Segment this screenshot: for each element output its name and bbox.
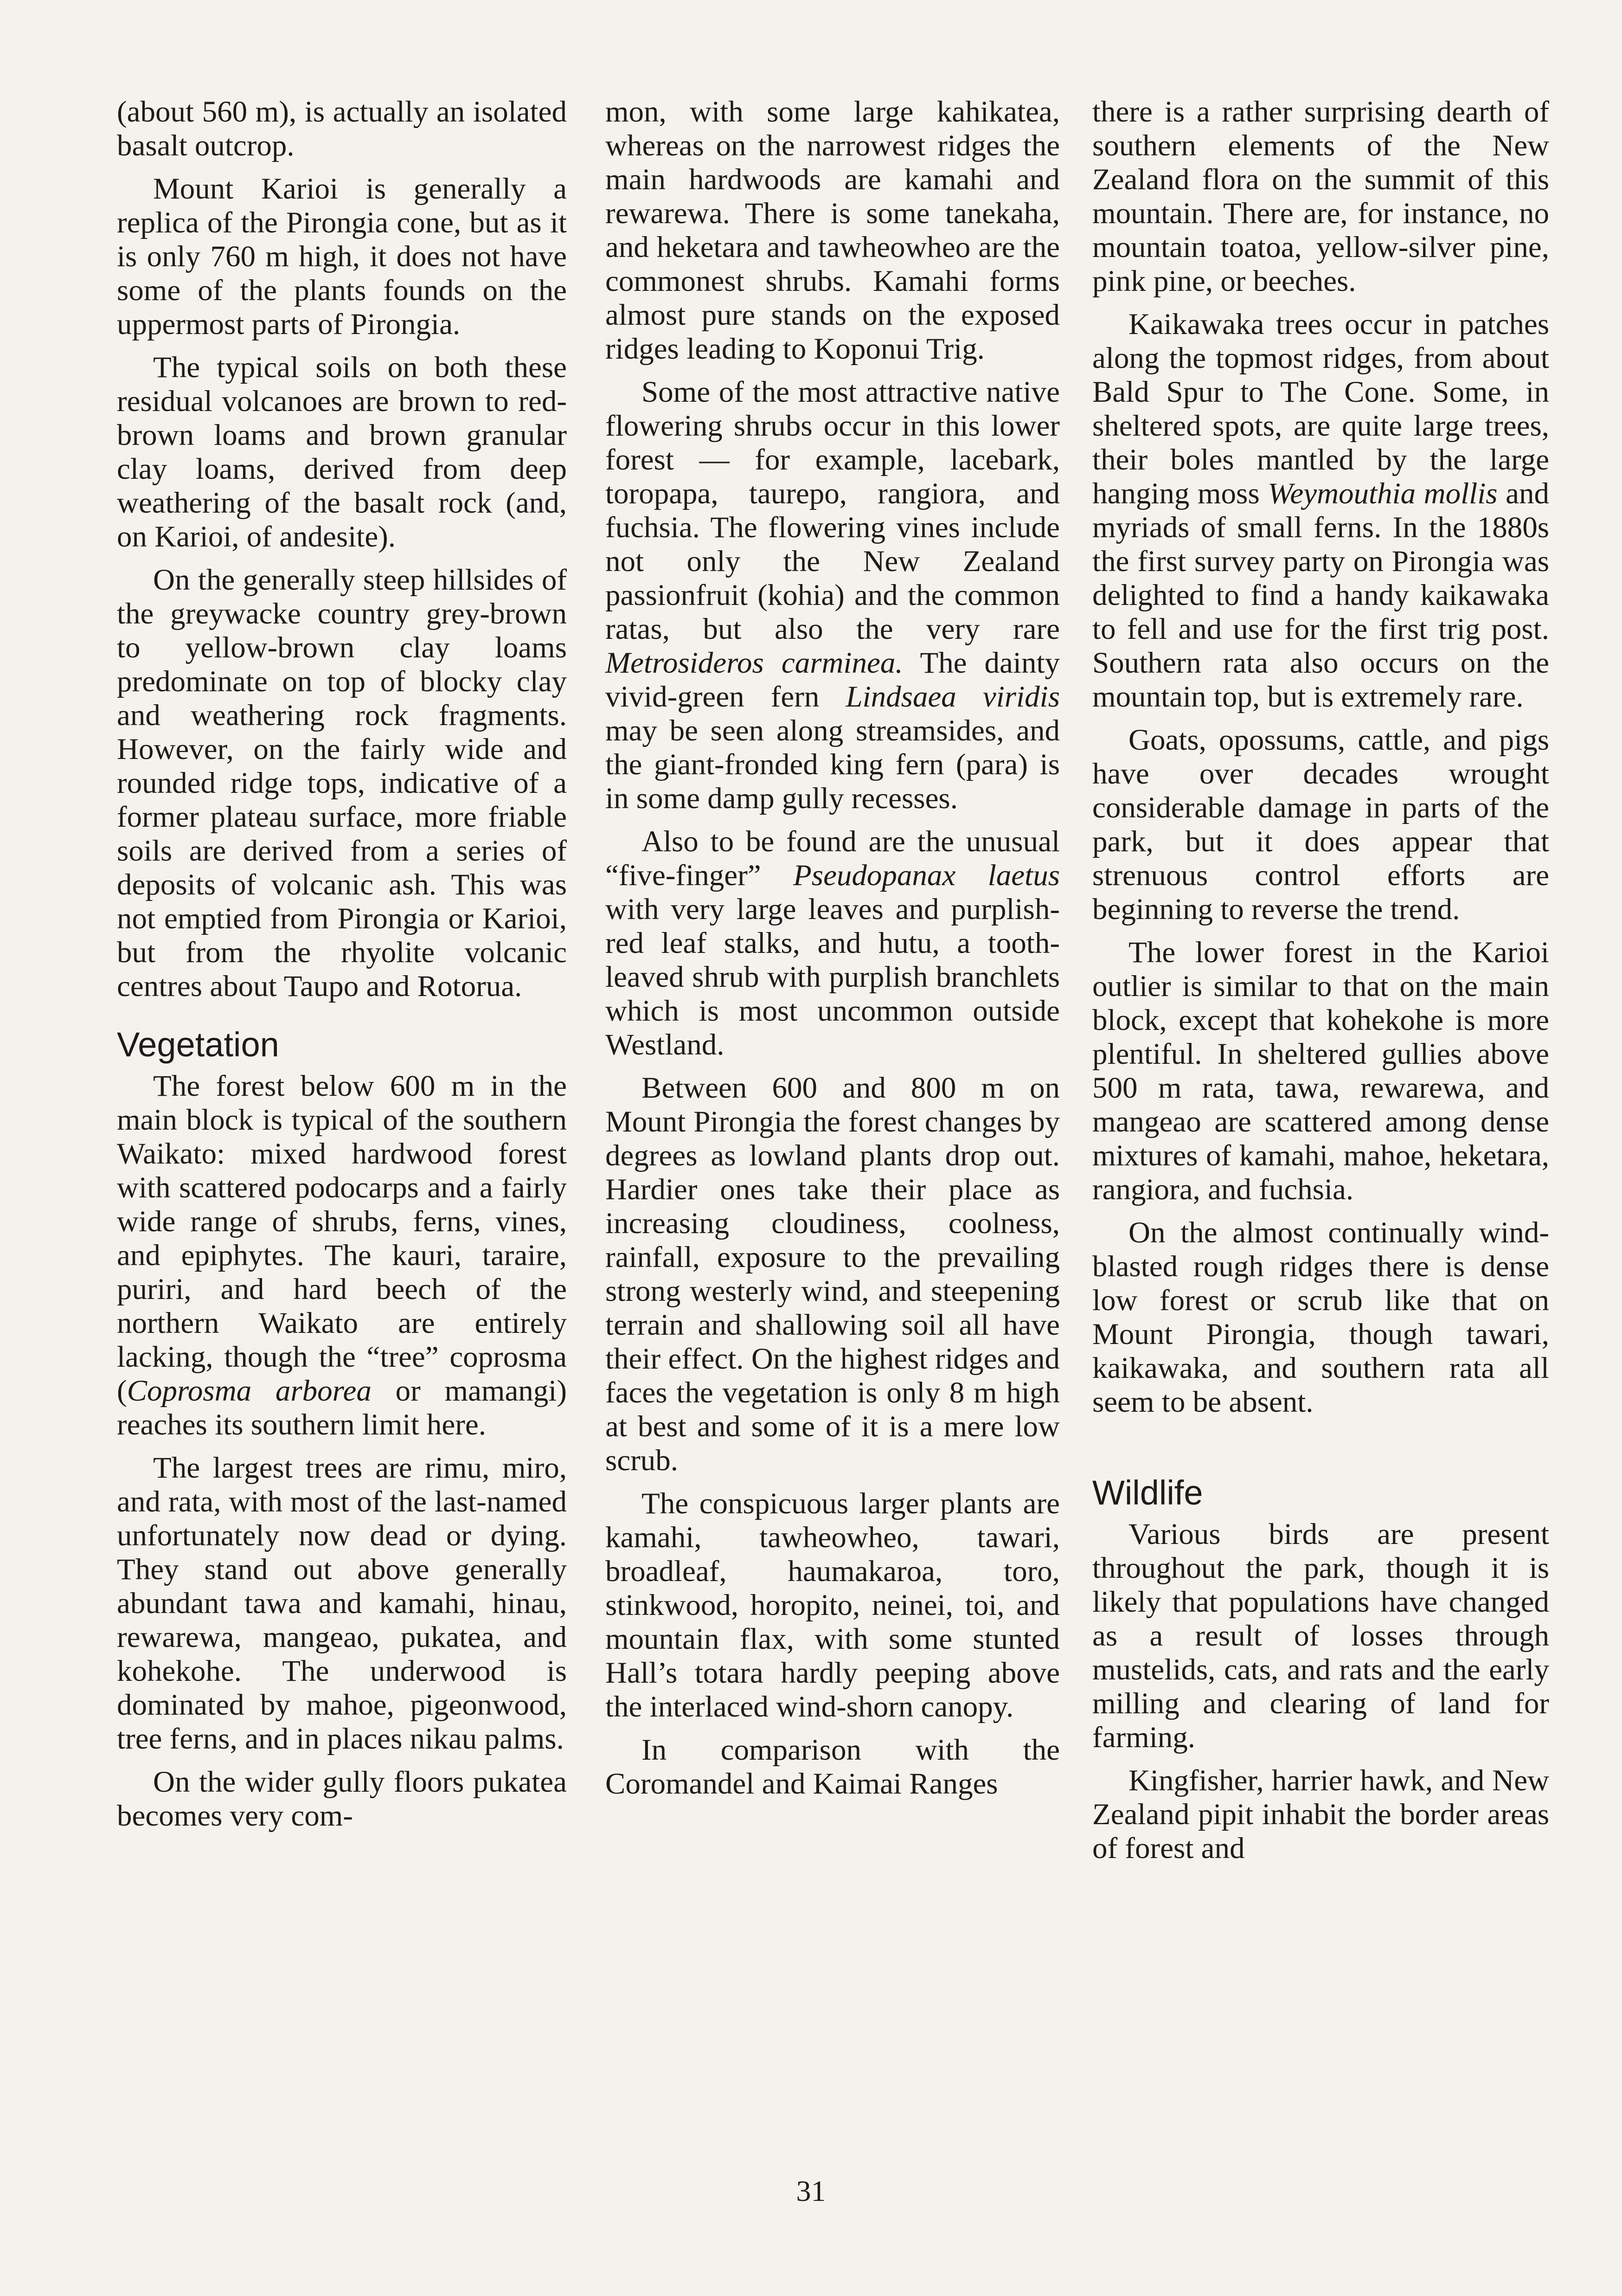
paragraph: The conspicuous larger plants are kamahi, tawheowheo, tawari, broadleaf, haumakaroa, toro, stinkwood, horopito, neinei, toi, and mountain flax, with some stunted Hall’s totara hardly peeping above the interlaced wind-shorn canopy. bbox=[605, 1487, 1060, 1724]
text-run: and myriads of small ferns. In the 1880s the first survey party on Pirongia was delighted to find a handy kaikawaka to fell and use for the first trig post. Southern rata also occurs on the mountain top, but is extremely rare. bbox=[1092, 477, 1550, 714]
text-run: Kaikawaka trees occur in patches along the topmost ridges, from about Bald Spur to The Cone. Some, in sheltered spots, are quite large trees, their boles mantled by the large hanging moss bbox=[1092, 308, 1549, 510]
paragraph: In comparison with the Coromandel and Kaimai Ranges bbox=[605, 1733, 1060, 1801]
paragraph: Goats, opossums, cattle, and pigs have over decades wrought considerable damage in parts of the park, but it does appear that strenuous control efforts are beginning to reverse the trend. bbox=[1092, 723, 1549, 926]
paragraph bbox=[605, 375, 1060, 816]
section-heading-vegetation: Vegetation bbox=[117, 1025, 279, 1064]
paragraph bbox=[1092, 308, 1549, 714]
paragraph: there is a rather surprising dearth of southern elements of the New Zealand flora on the summit of this mountain. There are, for instance, no mountain toatoa, yellow-silver pine, pink pine, or beeches. bbox=[1092, 95, 1549, 298]
species-name: Pseudopanax laetus bbox=[793, 859, 1060, 892]
paragraph: On the wider gully floors pukatea becomes very com- bbox=[117, 1765, 567, 1833]
paragraph: Mount Karioi is generally a replica of the Pirongia cone, but as it is only 760 m high, it does not have some of the plants founds on the uppermost parts of Pirongia. bbox=[117, 172, 567, 341]
paragraph: On the almost continually wind-blasted rough ridges there is dense low forest or scrub like that on Mount Pirongia, though tawari, kaikawaka, and southern rata all seem to be absent. bbox=[1092, 1216, 1549, 1419]
paragraph: Kingfisher, harrier hawk, and New Zealand pipit inhabit the border areas of forest and bbox=[1092, 1764, 1549, 1865]
text-run: The forest below 600 m in the main block is typical of the southern Waikato: mixed hardwood forest with scattered podocarps and a fairly wide range of shrubs, ferns, vines, and epiphytes. The kauri, taraire, puriri, and hard beech of the northern Waikato are entirely lacking, though the bbox=[117, 1069, 567, 1374]
text-run: The dainty vivid-green fern bbox=[605, 646, 1060, 714]
species-name: Weymouthia mollis bbox=[1268, 477, 1498, 510]
text-run: coprosma ( bbox=[117, 1340, 567, 1408]
species-name: Lindsaea viridis bbox=[846, 680, 1060, 714]
text-column-2 bbox=[605, 95, 1060, 1810]
text-column-1 bbox=[117, 95, 567, 1842]
paragraph bbox=[117, 1069, 567, 1442]
paragraph: The largest trees are rimu, miro, and rata, with most of the last-named unfortunately now dead or dying. They stand out above generally abundant tawa and kamahi, hinau, rewarewa, mangeao, pukatea, and kohekohe. The underwood is dominated by mahoe, pigeonwood, tree ferns, and in places nikau palms. bbox=[117, 1451, 567, 1756]
paragraph: The typical soils on both these residual volcanoes are brown to red-brown loams and brown granular clay loams, derived from deep weathering of the basalt rock (and, on Karioi, of andesite). bbox=[117, 351, 567, 553]
paragraph: mon, with some large kahikatea, whereas on the narrowest ridges the main hardwoods are kamahi and rewarewa. There is some tanekaha, and heketara and tawheowheo are the commonest shrubs. Kamahi forms almost pure stands on the exposed ridges leading to Koponui Trig. bbox=[605, 95, 1060, 366]
text-run: or mamangi) reaches its southern limit here. bbox=[117, 1374, 567, 1441]
paragraph: Between 600 and 800 m on Mount Pirongia the forest changes by degrees as lowland plants drop out. Hardier ones take their place as increasing cloudiness, coolness, rainfall, exposure to the prevailing strong westerly wind, and steepening terrain and shallowing soil all have their effect. On the highest ridges and faces the vegetation is only 8 m high at best and some of it is a mere low scrub. bbox=[605, 1071, 1060, 1477]
section-heading-wildlife: Wildlife bbox=[1092, 1473, 1203, 1512]
text-run: with very large leaves and purplish-red leaf stalks, and hutu, a tooth-leaved shrub with purplish branchlets which is most uncommon outside Westland. bbox=[605, 893, 1060, 1061]
page-number: 31 bbox=[796, 2174, 826, 2207]
text-run: “tree” bbox=[366, 1340, 439, 1374]
text-run: Some of the most attractive native flowering shrubs occur in this lower forest — for example, lacebark, toropapa, taurepo, rangiora, and fuchsia. The flowering vines include not only the New Zealand passionfruit (kohia) and the common ratas, but also the very rare bbox=[605, 375, 1060, 646]
paragraph: (about 560 m), is actually an isolated basalt outcrop. bbox=[117, 95, 567, 162]
paragraph: The lower forest in the Karioi outlier is similar to that on the main block, except that kohekohe is more plentiful. In sheltered gullies above 500 m rata, tawa, rewarewa, and mangeao are scattered among dense mixtures of kamahi, mahoe, heketara, rangiora, and fuchsia. bbox=[1092, 936, 1549, 1206]
paragraph bbox=[605, 825, 1060, 1062]
text-run: may be seen along streamsides, and the giant-fronded king fern (para) is in some damp gully recesses. bbox=[605, 714, 1060, 815]
text-run: Also to be found are the unusual “five-finger” bbox=[605, 825, 1060, 892]
species-name: Coprosma arborea bbox=[127, 1374, 372, 1408]
paragraph: On the generally steep hillsides of the greywacke country grey-brown to yellow-brown clay loams predominate on top of blocky clay and weathering rock fragments. However, on the fairly wide and rounded ridge tops, indicative of a former plateau surface, more friable soils are derived from a series of deposits of volcanic ash. This was not emptied from Pirongia or Karioi, but from the rhyolite volcanic centres about Taupo and Rotorua. bbox=[117, 563, 567, 1003]
paragraph: Various birds are present throughout the park, though it is likely that populations have changed as a result of losses through mustelids, cats, and rats and the early milling and clearing of land for farming. bbox=[1092, 1518, 1549, 1754]
text-column-3 bbox=[1092, 95, 1549, 1875]
species-name: Metrosideros carminea. bbox=[605, 646, 903, 680]
